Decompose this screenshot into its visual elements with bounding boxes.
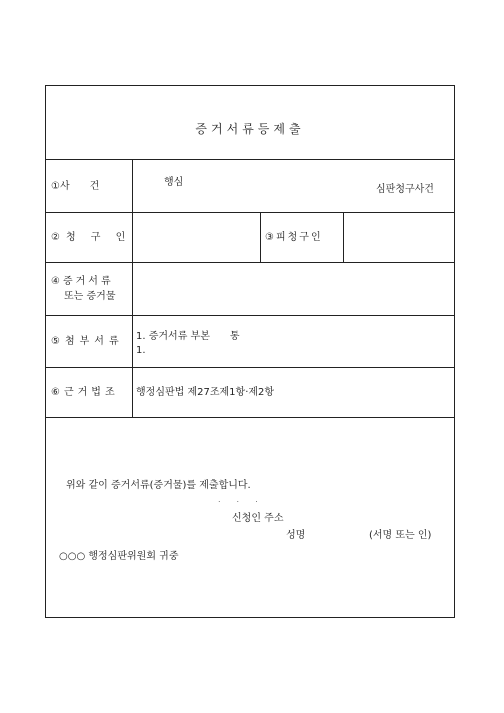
- column-divider: [132, 316, 133, 367]
- legal-basis-row: [46, 368, 454, 418]
- attachment-line-1: 1. 증거서류 부본 통: [136, 331, 240, 342]
- case-row: [46, 160, 454, 213]
- submission-statement: 위와 같이 증거서류(증거물)를 제출합니다.: [66, 480, 251, 491]
- column-divider: [343, 213, 344, 262]
- attachment-label: ⑤첨부서류: [51, 336, 124, 347]
- date-line: . . .: [218, 495, 258, 504]
- parties-row: [46, 213, 454, 263]
- evidence-label-line1: ④증거서류: [51, 276, 114, 287]
- legal-basis-label: ⑥근거법조: [51, 387, 119, 398]
- case-type-note: 심판청구사건: [376, 184, 434, 195]
- attachment-line-2: 1.: [136, 345, 146, 356]
- column-divider: [132, 368, 133, 417]
- applicant-name-label: 성명: [286, 530, 306, 541]
- column-divider: [132, 213, 133, 262]
- recipient-committee: ○○○ 행정심판위원회 귀중: [59, 551, 179, 562]
- column-divider: [132, 160, 133, 212]
- attachment-row: [46, 316, 454, 368]
- evidence-label-line2: 또는 증거물: [64, 291, 116, 302]
- signature-note: (서명 또는 인): [369, 530, 432, 541]
- title-row: [46, 86, 454, 160]
- column-divider: [260, 213, 261, 262]
- case-number-prefix[interactable]: 행심: [164, 177, 184, 188]
- respondent-label: ③피청구인: [265, 232, 323, 243]
- applicant-address-label: 신청인 주소: [232, 513, 284, 524]
- case-label: ①사 건: [51, 181, 100, 192]
- form-title: 증거서류등제출: [195, 122, 305, 136]
- evidence-row: [46, 263, 454, 316]
- legal-basis-value: 행정심판법 제27조제1항·제2항: [136, 387, 275, 398]
- claimant-label: ②청 구 인: [51, 232, 132, 243]
- evidence-submission-form: [45, 85, 455, 618]
- column-divider: [132, 263, 133, 315]
